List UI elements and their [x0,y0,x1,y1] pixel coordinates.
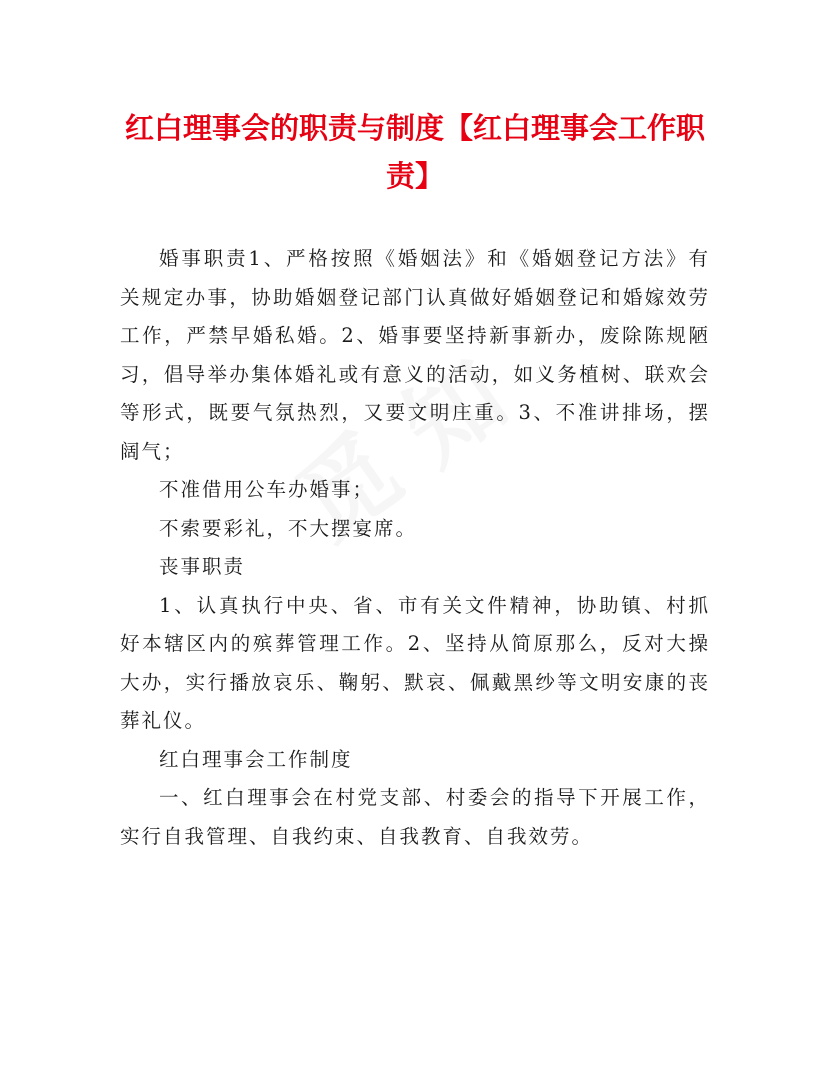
paragraph-funeral-duties: 1、认真执行中央、省、市有关文件精神，协助镇、村抓好本辖区内的殡葬管理工作。2、坚持从简原那么，反对大操大办，实行播放哀乐、鞠躬、默哀、佩戴黑纱等文明安康的丧葬礼仪。 [120,593,710,732]
paragraph-work-system-1: 一、红白理事会在村党支部、村委会的指导下开展工作，实行自我管理、自我约束、自我教育、自我效劳。 [120,786,710,848]
paragraph-wedding-duties: 婚事职责1、严格按照《婚姻法》和《婚姻登记方法》有关规定办事，协助婚姻登记部门认真做好婚姻登记和婚嫁效劳工作，严禁早婚私婚。2、婚事要坚持新事新办，废除陈规陋习，倡导举办集体婚礼或有意义的活动，如义务植树、联欢会等形式，既要气氛热烈，又要文明庄重。3、不准讲排场，摆阔气； [120,247,710,463]
document-body [120,240,710,856]
heading-funeral-duties: 丧事职责 [159,555,246,578]
heading-work-system: 红白理事会工作制度 [159,747,353,771]
document-title: 红白理事会的职责与制度【红白理事会工作职责】 [124,111,705,193]
paragraph-no-official-car: 不准借用公车办婚事； [159,478,375,501]
paragraph-no-bride-price: 不索要彩礼，不大摆宴席。 [159,516,418,540]
